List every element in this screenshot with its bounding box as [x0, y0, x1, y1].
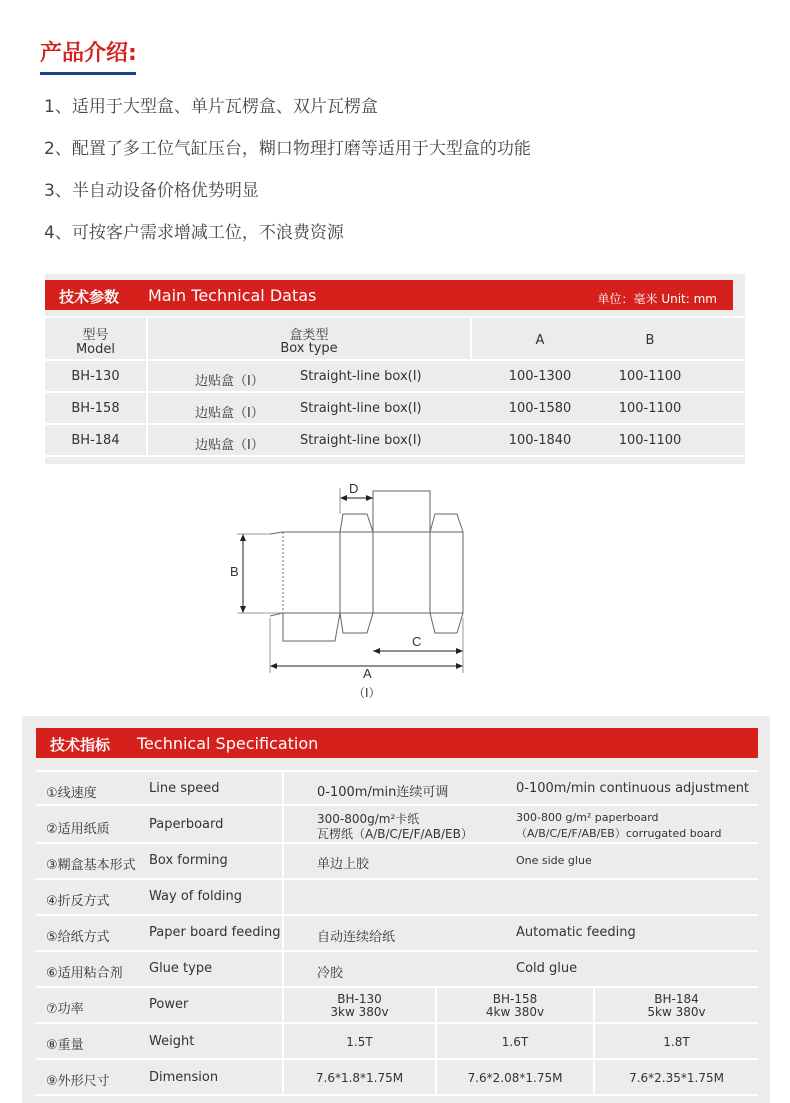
- label-d: D: [349, 481, 359, 496]
- power-value: 3kw 380v: [330, 1005, 389, 1019]
- params-header: [45, 280, 733, 310]
- row-box-zh: 边贴盒（Ⅰ）: [195, 374, 264, 389]
- intro-item: 4、可按客户需求增减工位，不浪费资源: [44, 223, 344, 243]
- spec-header: [36, 728, 758, 758]
- params-table: [45, 274, 745, 464]
- dimension-value: 7.6*2.08*1.75M: [467, 1071, 563, 1085]
- dimension-value: 7.6*1.8*1.75M: [315, 1071, 404, 1085]
- spec-label-en: Paper board feeding: [149, 925, 281, 940]
- spec-label-en: Glue type: [149, 961, 213, 976]
- row-box-zh: 边贴盒（Ⅰ）: [195, 438, 264, 453]
- row-b: 100-1100: [618, 433, 682, 448]
- divider: [36, 950, 758, 952]
- intro-item: 2、配置了多工位气缸压台，糊口物理打磨等适用于大型盒的功能: [44, 139, 531, 159]
- weight-value: 1.5T: [346, 1035, 373, 1049]
- divider: [36, 1094, 758, 1096]
- params-title-zh: 技术参数: [59, 288, 120, 306]
- spec-label-zh: ④折反方式: [46, 894, 110, 909]
- spec-label-en: Dimension: [149, 1070, 219, 1085]
- row-a: 100-1840: [508, 433, 572, 448]
- label-c: C: [412, 634, 422, 649]
- power-value: 4kw 380v: [485, 1005, 545, 1019]
- params-unit: 单位：毫米 Unit: mm: [597, 292, 717, 306]
- spec-label-en: Box forming: [149, 853, 228, 868]
- box-diagram: [225, 478, 485, 708]
- spec-value-en: 300-800 g/m² paperboard: [516, 811, 659, 824]
- spec-label-zh: ⑦功率: [46, 1002, 84, 1017]
- divider: [45, 423, 745, 425]
- spec-label-zh: ⑤给纸方式: [46, 930, 110, 945]
- spec-label-en: Paperboard: [149, 817, 224, 832]
- spec-label-en: Line speed: [149, 781, 220, 796]
- divider: [36, 1022, 758, 1024]
- power-value: 5kw 380v: [647, 1005, 706, 1019]
- spec-value-zh: 300-800g/m²卡纸: [317, 812, 420, 826]
- spec-value-en: Automatic feeding: [516, 925, 636, 940]
- intro-item: 3、半自动设备价格优势明显: [44, 181, 259, 201]
- dimension-value: 7.6*2.35*1.75M: [629, 1071, 724, 1085]
- divider: [36, 1058, 758, 1060]
- power-model: BH-158: [492, 992, 538, 1006]
- row-a: 100-1300: [508, 369, 572, 384]
- params-title-en: Main Technical Datas: [148, 286, 317, 305]
- diagram-caption: （Ⅰ）: [353, 686, 381, 700]
- row-box-en: Straight-line box(Ⅰ): [300, 369, 422, 384]
- row-model: BH-184: [71, 433, 120, 448]
- divider: [45, 316, 745, 318]
- row-box-en: Straight-line box(Ⅰ): [300, 433, 422, 448]
- intro-item: 1、适用于大型盒、单片瓦楞盒、双片瓦楞盒: [44, 97, 378, 117]
- divider: [45, 391, 745, 393]
- spec-value-en: Cold glue: [516, 961, 578, 976]
- spec-value-en: 0-100m/min continuous adjustment: [516, 781, 750, 796]
- spec-label-en: Power: [149, 997, 189, 1012]
- col-b: B: [645, 333, 655, 348]
- spec-label-en: Way of folding: [149, 889, 242, 904]
- divider: [36, 770, 758, 772]
- spec-value-zh: 单边上胶: [317, 857, 370, 872]
- divider: [36, 878, 758, 880]
- spec-title-en: Technical Specification: [137, 734, 319, 753]
- spec-title-zh: 技术指标: [50, 736, 111, 754]
- spec-label-zh: ②适用纸质: [46, 822, 110, 837]
- spec-label-en: Weight: [149, 1034, 195, 1049]
- col-model-en: Model: [75, 342, 116, 357]
- spec-value-zh: 冷胶: [317, 966, 344, 981]
- spec-label-zh: ⑨外形尺寸: [46, 1074, 110, 1089]
- col-box-zh: 盒类型: [289, 328, 329, 343]
- weight-value: 1.6T: [501, 1035, 529, 1049]
- intro-title: 产品介绍:: [40, 41, 137, 66]
- divider: [36, 986, 758, 988]
- label-b: B: [230, 564, 239, 579]
- spec-value-en: One side glue: [516, 854, 592, 867]
- divider: [36, 804, 758, 806]
- weight-value: 1.8T: [663, 1035, 690, 1049]
- spec-value-en: （A/B/C/E/F/AB/EB）corrugated board: [516, 827, 722, 840]
- divider: [45, 359, 745, 361]
- power-model: BH-184: [654, 992, 699, 1006]
- spec-value-zh: 瓦楞纸（A/B/C/E/F/AB/EB）: [317, 827, 473, 841]
- divider: [36, 914, 758, 916]
- col-box-en: Box type: [280, 341, 338, 356]
- row-box-zh: 边贴盒（Ⅰ）: [195, 406, 264, 421]
- row-model: BH-158: [71, 401, 120, 416]
- spec-label-zh: ⑧重量: [46, 1038, 84, 1053]
- spec-table: [22, 716, 770, 1103]
- row-model: BH-130: [71, 369, 120, 384]
- row-box-en: Straight-line box(Ⅰ): [300, 401, 422, 416]
- spec-label-zh: ⑥适用粘合剂: [46, 966, 123, 981]
- spec-value-zh: 0-100m/min连续可调: [317, 785, 449, 800]
- divider: [470, 316, 472, 359]
- divider: [36, 842, 758, 844]
- spec-label-zh: ①线速度: [46, 786, 97, 801]
- row-b: 100-1100: [618, 369, 682, 384]
- divider: [45, 455, 745, 457]
- spec-value-zh: 自动连续给纸: [317, 930, 396, 945]
- col-a: A: [535, 333, 545, 348]
- power-model: BH-130: [337, 992, 382, 1006]
- spec-label-zh: ③糊盒基本形式: [46, 858, 136, 873]
- row-b: 100-1100: [618, 401, 682, 416]
- label-a: A: [363, 666, 372, 681]
- intro-underline: [40, 72, 136, 75]
- col-model-zh: 型号: [82, 328, 109, 343]
- row-a: 100-1580: [508, 401, 572, 416]
